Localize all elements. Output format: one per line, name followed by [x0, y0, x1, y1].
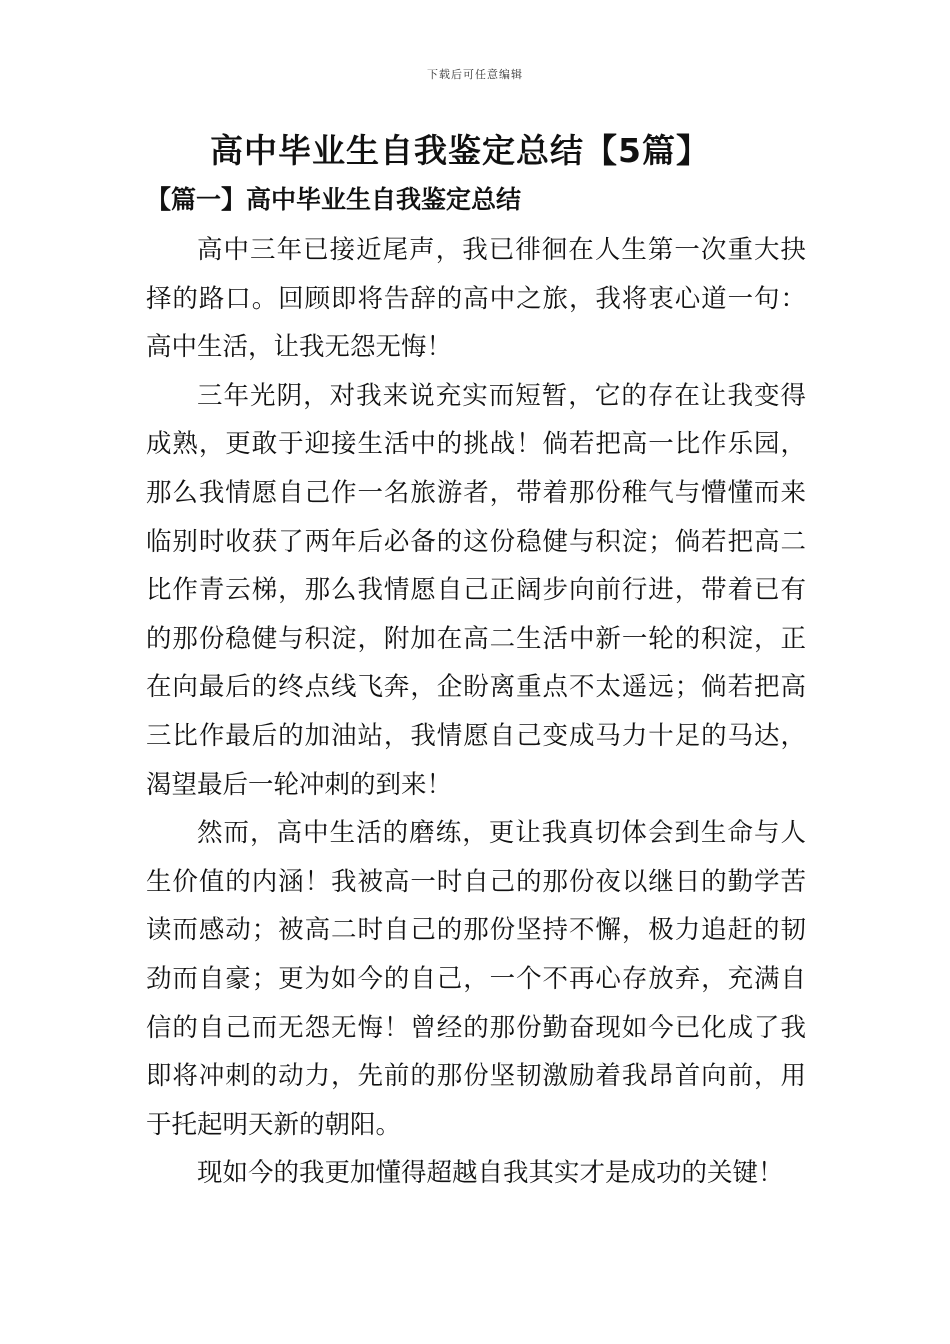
document-body: [146, 226, 806, 1198]
paragraph-4: 现如今的我更加懂得超越自我其实才是成功的关键！: [197, 1158, 784, 1189]
document-title: 高中毕业生自我鉴定总结【5篇】: [210, 131, 710, 170]
paragraph-3: 然而，高中生活的磨练，更让我真切体会到生命与人生价值的内涵！我被高一时自己的那份夜以继日的勤学苦读而感动；被高二时自己的那份坚持不懈，极力追赶的韧劲而自豪；更为如今的自己，一个不再心存放弃，充满自信的自己而无怨无悔！曾经的那份勤奋现如今已化成了我即将冲刺的动力，先前的那份坚韧激励着我昂首向前，用于托起明天新的朝阳。: [146, 818, 806, 1140]
header-note: 下载后可任意编辑: [427, 68, 523, 81]
section-heading: 【篇一】高中毕业生自我鉴定总结: [146, 185, 522, 214]
paragraph-1: 高中三年已接近尾声，我已徘徊在人生第一次重大抉择的路口。回顾即将告辞的高中之旅，我将衷心道一句：高中生活，让我无怨无悔！: [146, 235, 806, 363]
paragraph-2: 三年光阴，对我来说充实而短暂，它的存在让我变得成熟，更敢于迎接生活中的挑战！倘若把高一比作乐园，那么我情愿自己作一名旅游者，带着那份稚气与懵懂而来临别时收获了两年后必备的这份稳健与积淀；倘若把高二比作青云梯，那么我情愿自己正阔步向前行进，带着已有的那份稳健与积淀，附加在高二生活中新一轮的积淀，正在向最后的终点线飞奔，企盼离重点不太遥远；倘若把高三比作最后的加油站，我情愿自己变成马力十足的马达，渴望最后一轮冲刺的到来！: [146, 380, 806, 800]
